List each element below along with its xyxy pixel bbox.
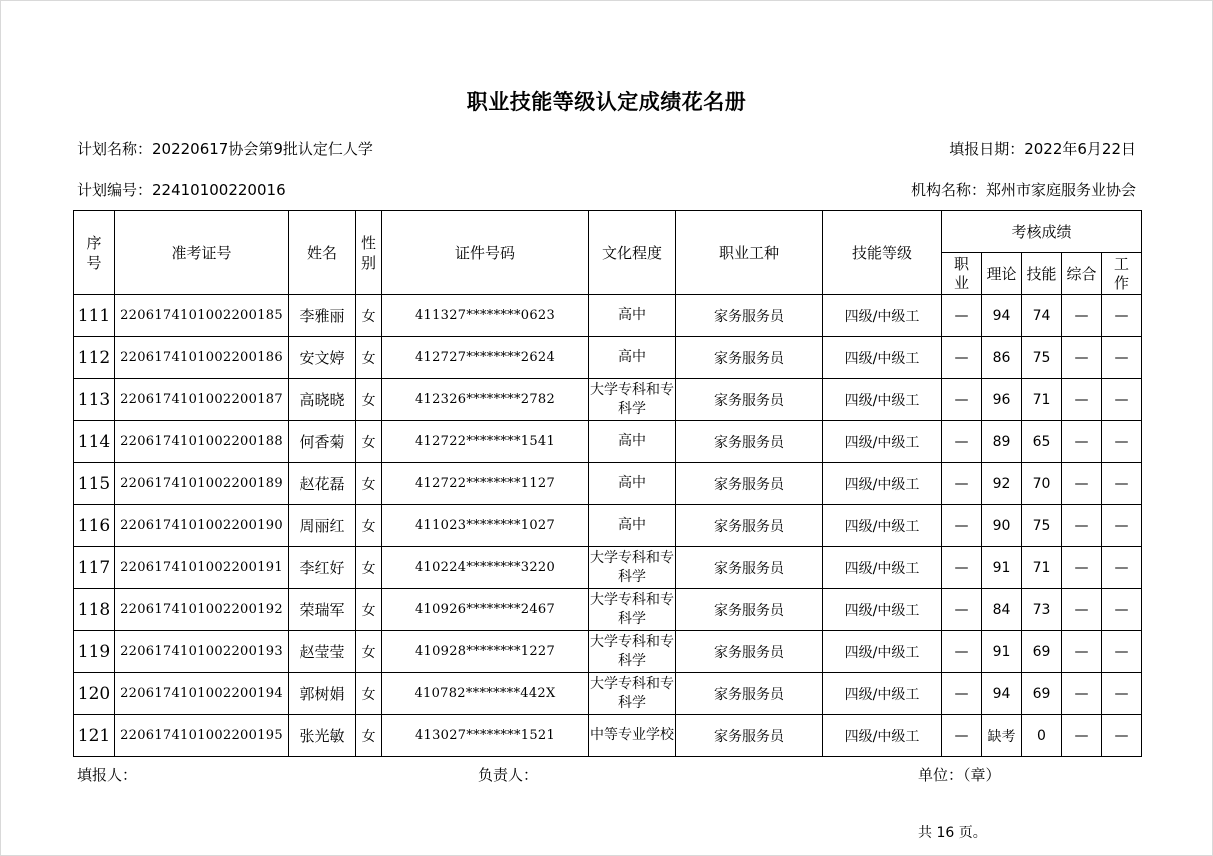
- row-score-skill: 69: [1022, 673, 1062, 715]
- header-exam-id: 准考证号: [115, 211, 289, 295]
- header-score-work: [1102, 253, 1142, 295]
- row-score-skill: 73: [1022, 589, 1062, 631]
- row-score-work: —: [1102, 379, 1142, 421]
- row-score-work: —: [1102, 421, 1142, 463]
- row-occupation: 家务服务员: [676, 295, 823, 337]
- row-id-number: 411327********0623: [382, 295, 589, 337]
- row-id-number: 412727********2624: [382, 337, 589, 379]
- row-score-theory: 91: [982, 631, 1022, 673]
- score-roster-table: [73, 210, 1142, 757]
- row-score-prof: —: [942, 295, 982, 337]
- row-score-prof: —: [942, 589, 982, 631]
- row-education: 大学专科和专科学: [589, 631, 676, 673]
- row-score-comp: —: [1062, 295, 1102, 337]
- row-score-comp: —: [1062, 421, 1102, 463]
- row-level: 四级/中级工: [823, 715, 942, 757]
- row-seq: 119: [74, 631, 115, 673]
- row-score-work: —: [1102, 295, 1142, 337]
- row-occupation: 家务服务员: [676, 463, 823, 505]
- header-score-theory: 理论: [982, 253, 1022, 295]
- row-seq: 117: [74, 547, 115, 589]
- footer-filler: 填报人：: [77, 766, 138, 784]
- row-score-work: —: [1102, 505, 1142, 547]
- row-education: 高中: [589, 295, 676, 337]
- row-gender: 女: [356, 421, 382, 463]
- row-seq: 113: [74, 379, 115, 421]
- header-education: 文化程度: [589, 211, 676, 295]
- row-score-comp: —: [1062, 463, 1102, 505]
- header-scores: 考核成绩: [942, 211, 1142, 253]
- row-occupation: 家务服务员: [676, 673, 823, 715]
- row-score-skill: 0: [1022, 715, 1062, 757]
- row-score-prof: —: [942, 631, 982, 673]
- row-name: 郭树娟: [289, 673, 356, 715]
- row-occupation: 家务服务员: [676, 421, 823, 463]
- row-id-number: 410928********1227: [382, 631, 589, 673]
- row-gender: 女: [356, 673, 382, 715]
- row-exam-id: 2206174101002200185: [115, 295, 289, 337]
- row-seq: 111: [74, 295, 115, 337]
- row-score-comp: —: [1062, 631, 1102, 673]
- row-exam-id: 2206174101002200189: [115, 463, 289, 505]
- row-score-prof: —: [942, 673, 982, 715]
- row-score-skill: 74: [1022, 295, 1062, 337]
- row-exam-id: 2206174101002200192: [115, 589, 289, 631]
- row-level: 四级/中级工: [823, 673, 942, 715]
- row-occupation: 家务服务员: [676, 715, 823, 757]
- row-score-theory: 94: [982, 295, 1022, 337]
- row-score-prof: —: [942, 463, 982, 505]
- row-score-skill: 75: [1022, 337, 1062, 379]
- row-score-comp: —: [1062, 715, 1102, 757]
- row-score-work: —: [1102, 715, 1142, 757]
- row-score-theory: 89: [982, 421, 1022, 463]
- row-score-comp: —: [1062, 337, 1102, 379]
- row-seq: 118: [74, 589, 115, 631]
- row-exam-id: 2206174101002200186: [115, 337, 289, 379]
- row-level: 四级/中级工: [823, 631, 942, 673]
- header-seq: [74, 211, 115, 295]
- fill-date: 填报日期：2022年6月22日: [949, 140, 1136, 158]
- row-score-prof: —: [942, 715, 982, 757]
- row-score-skill: 75: [1022, 505, 1062, 547]
- row-score-work: —: [1102, 673, 1142, 715]
- roster-body: [74, 295, 1142, 757]
- row-score-skill: 69: [1022, 631, 1062, 673]
- row-exam-id: 2206174101002200190: [115, 505, 289, 547]
- row-seq: 112: [74, 337, 115, 379]
- row-id-number: 410782********442X: [382, 673, 589, 715]
- row-score-prof: —: [942, 379, 982, 421]
- plan-number: 计划编号：22410100220016: [77, 181, 286, 199]
- row-education: 大学专科和专科学: [589, 547, 676, 589]
- row-education: 高中: [589, 463, 676, 505]
- row-education: 大学专科和专科学: [589, 673, 676, 715]
- row-seq: 121: [74, 715, 115, 757]
- row-name: 李红好: [289, 547, 356, 589]
- row-occupation: 家务服务员: [676, 379, 823, 421]
- row-id-number: 410224********3220: [382, 547, 589, 589]
- row-score-theory: 86: [982, 337, 1022, 379]
- row-score-theory: 91: [982, 547, 1022, 589]
- row-score-prof: —: [942, 337, 982, 379]
- row-score-theory: 缺考: [982, 715, 1022, 757]
- row-occupation: 家务服务员: [676, 589, 823, 631]
- plan-name: 计划名称：20220617协会第9批认定仁人学: [77, 140, 373, 158]
- row-gender: 女: [356, 631, 382, 673]
- table-row: [74, 337, 1142, 379]
- header-seq-2: 号: [86, 253, 102, 272]
- row-score-theory: 84: [982, 589, 1022, 631]
- row-score-work: —: [1102, 589, 1142, 631]
- row-occupation: 家务服务员: [676, 337, 823, 379]
- row-level: 四级/中级工: [823, 505, 942, 547]
- row-score-skill: 65: [1022, 421, 1062, 463]
- row-level: 四级/中级工: [823, 589, 942, 631]
- row-gender: 女: [356, 463, 382, 505]
- row-exam-id: 2206174101002200193: [115, 631, 289, 673]
- header-name: 姓名: [289, 211, 356, 295]
- row-gender: 女: [356, 379, 382, 421]
- table-row: [74, 505, 1142, 547]
- header-level: 技能等级: [823, 211, 942, 295]
- table-row: [74, 295, 1142, 337]
- header-score-work-1: 工: [1113, 254, 1129, 273]
- row-occupation: 家务服务员: [676, 547, 823, 589]
- footer-responsible: 负责人：: [478, 766, 539, 784]
- row-score-skill: 70: [1022, 463, 1062, 505]
- row-seq: 115: [74, 463, 115, 505]
- row-gender: 女: [356, 295, 382, 337]
- row-score-comp: —: [1062, 505, 1102, 547]
- row-score-theory: 94: [982, 673, 1022, 715]
- row-score-skill: 71: [1022, 547, 1062, 589]
- row-score-theory: 92: [982, 463, 1022, 505]
- row-level: 四级/中级工: [823, 421, 942, 463]
- row-score-work: —: [1102, 547, 1142, 589]
- row-name: 高晓晓: [289, 379, 356, 421]
- row-score-work: —: [1102, 463, 1142, 505]
- row-score-comp: —: [1062, 547, 1102, 589]
- row-id-number: 412722********1127: [382, 463, 589, 505]
- row-exam-id: 2206174101002200195: [115, 715, 289, 757]
- row-exam-id: 2206174101002200194: [115, 673, 289, 715]
- header-occupation: 职业工种: [676, 211, 823, 295]
- header-seq-1: 序: [86, 233, 102, 252]
- footer-unit: 单位：（章）: [918, 766, 1001, 784]
- row-gender: 女: [356, 337, 382, 379]
- row-exam-id: 2206174101002200188: [115, 421, 289, 463]
- row-education: 大学专科和专科学: [589, 379, 676, 421]
- table-row: [74, 715, 1142, 757]
- row-score-comp: —: [1062, 673, 1102, 715]
- row-score-theory: 90: [982, 505, 1022, 547]
- table-row: [74, 463, 1142, 505]
- table-row: [74, 547, 1142, 589]
- row-name: 何香菊: [289, 421, 356, 463]
- header-id-number: 证件号码: [382, 211, 589, 295]
- row-gender: 女: [356, 547, 382, 589]
- header-gender-1: 性: [360, 233, 376, 252]
- row-score-prof: —: [942, 547, 982, 589]
- table-row: [74, 589, 1142, 631]
- header-score-prof: [942, 253, 982, 295]
- row-gender: 女: [356, 589, 382, 631]
- org-name: 机构名称：郑州市家庭服务业协会: [910, 181, 1136, 199]
- table-row: [74, 631, 1142, 673]
- row-level: 四级/中级工: [823, 547, 942, 589]
- header-score-work-2: 作: [1113, 273, 1129, 292]
- row-score-prof: —: [942, 421, 982, 463]
- header-score-prof-2: 业: [953, 273, 969, 292]
- row-id-number: 412722********1541: [382, 421, 589, 463]
- row-level: 四级/中级工: [823, 463, 942, 505]
- row-occupation: 家务服务员: [676, 505, 823, 547]
- row-id-number: 413027********1521: [382, 715, 589, 757]
- row-seq: 114: [74, 421, 115, 463]
- row-score-theory: 96: [982, 379, 1022, 421]
- row-name: 张光敏: [289, 715, 356, 757]
- row-score-prof: —: [942, 505, 982, 547]
- row-name: 赵花磊: [289, 463, 356, 505]
- row-exam-id: 2206174101002200187: [115, 379, 289, 421]
- row-level: 四级/中级工: [823, 379, 942, 421]
- table-row: [74, 379, 1142, 421]
- table-row: [74, 421, 1142, 463]
- row-score-comp: —: [1062, 379, 1102, 421]
- row-name: 周丽红: [289, 505, 356, 547]
- document-title: 职业技能等级认定成绩花名册: [466, 90, 747, 114]
- row-gender: 女: [356, 505, 382, 547]
- row-id-number: 412326********2782: [382, 379, 589, 421]
- row-seq: 120: [74, 673, 115, 715]
- row-education: 高中: [589, 337, 676, 379]
- row-education: 大学专科和专科学: [589, 589, 676, 631]
- row-occupation: 家务服务员: [676, 631, 823, 673]
- row-education: 中等专业学校: [589, 715, 676, 757]
- header-score-prof-1: 职: [953, 254, 969, 273]
- header-score-comp: 综合: [1062, 253, 1102, 295]
- row-exam-id: 2206174101002200191: [115, 547, 289, 589]
- row-score-work: —: [1102, 631, 1142, 673]
- row-score-skill: 71: [1022, 379, 1062, 421]
- header-gender-2: 别: [360, 253, 376, 272]
- row-seq: 116: [74, 505, 115, 547]
- row-level: 四级/中级工: [823, 337, 942, 379]
- row-gender: 女: [356, 715, 382, 757]
- header-gender: [356, 211, 382, 295]
- row-name: 李雅丽: [289, 295, 356, 337]
- row-level: 四级/中级工: [823, 295, 942, 337]
- row-score-comp: —: [1062, 589, 1102, 631]
- row-id-number: 410926********2467: [382, 589, 589, 631]
- table-row: [74, 673, 1142, 715]
- footer-pages: 共 16 页。: [918, 825, 987, 841]
- header-score-skill: 技能: [1022, 253, 1062, 295]
- row-education: 高中: [589, 505, 676, 547]
- row-education: 高中: [589, 421, 676, 463]
- row-name: 安文婷: [289, 337, 356, 379]
- row-name: 赵莹莹: [289, 631, 356, 673]
- row-id-number: 411023********1027: [382, 505, 589, 547]
- row-score-work: —: [1102, 337, 1142, 379]
- row-name: 荣瑞军: [289, 589, 356, 631]
